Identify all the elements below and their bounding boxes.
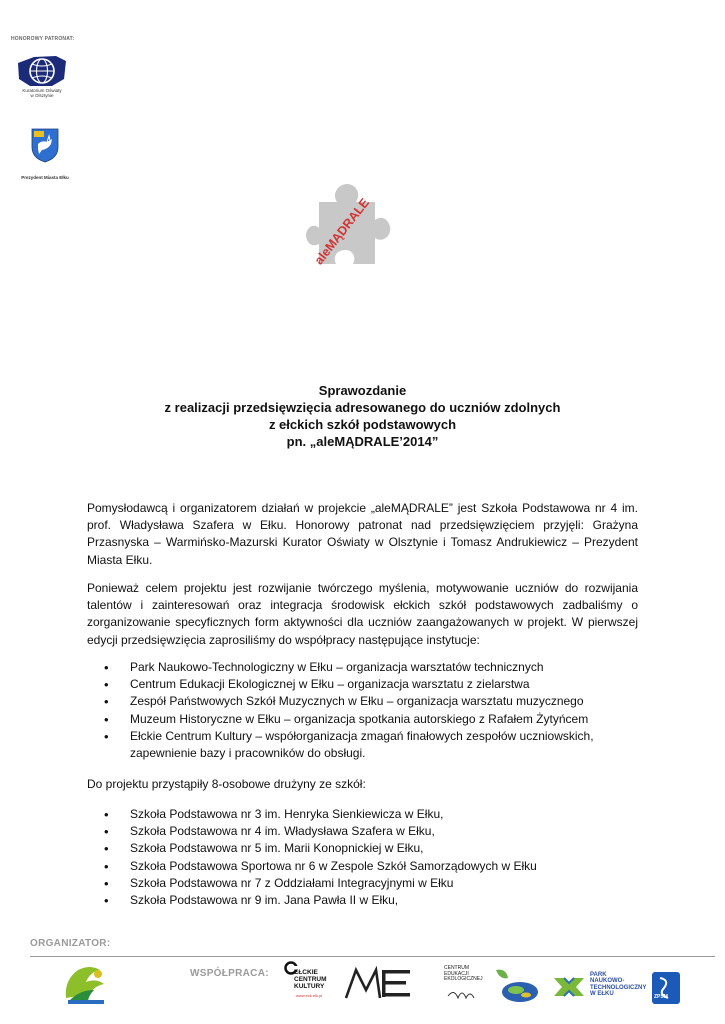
paragraph-teams-text: Do projektu przystąpiły 8-osobowe drużyny ze szkół: <box>87 777 366 791</box>
cee-text-2: EDUKACJI <box>444 970 469 977</box>
list-item: • Centrum Edukacji Ekologicznej w Ełku – organizacja warsztatu z zielarstwa <box>87 676 638 693</box>
pnt-text-2: NAUKOWO- <box>590 978 625 985</box>
patron-label: HONOROWY PATRONAT: <box>11 36 75 42</box>
list-item: • Szkoła Podstawowa nr 3 im. Henryka Sienkiewicza w Ełku, <box>87 806 638 823</box>
list-item: • Szkoła Podstawowa nr 4 im. Władysława Szafera w Ełku, <box>87 823 638 840</box>
list-item: • Muzeum Historyczne w Ełku – organizacja spotkania autorskiego z Rafałem Żytyńcem <box>87 711 638 728</box>
cee-text-3: EKOLOGICZNEJ <box>444 976 483 983</box>
pnt-logo <box>552 970 647 1006</box>
organizer-school-logo <box>60 960 112 1006</box>
paragraph-goals <box>87 580 638 649</box>
eck-text-1: EŁCKIE <box>294 969 318 976</box>
cee-logo <box>444 966 544 1006</box>
eck-text-3: KULTURY <box>294 982 325 990</box>
pnt-arrows-icon <box>552 970 586 1004</box>
cooperation-label: WSPÓŁPRACA: <box>190 968 269 979</box>
title-line-2: z realizacji przedsięwzięcia adresowanego do uczniów zdolnych <box>164 400 561 415</box>
elk-coat-of-arms <box>30 127 60 163</box>
kuratorium-caption-line2: w Olsztynie <box>30 93 54 99</box>
list-item: • Szkoła Podstawowa nr 7 z Oddziałami Integracyjnymi w Ełku <box>87 875 638 892</box>
footer-divider <box>30 956 715 957</box>
paragraph-teams <box>87 776 638 793</box>
paragraph-intro <box>87 500 638 569</box>
list-item: • Szkoła Podstawowa nr 5 im. Marii Konopnickiej w Ełku, <box>87 840 638 857</box>
title-line-1: Sprawozdanie <box>318 383 407 398</box>
title-line-3: z ełckich szkół podstawowych <box>268 417 457 432</box>
president-caption: Prezydent Miasta Ełku <box>21 175 69 180</box>
zpsm-text: ZPSM <box>654 994 668 1000</box>
alemadrale-puzzle-logo <box>305 182 391 266</box>
paragraph-goals-text: Ponieważ celem projektu jest rozwijanie twórczego myślenia, motywowanie uczniów do rozwijania talentów i zainteresowań oraz integracja środowisk ełckich szkół podstawowych zadbaliśmy o zorganizowanie specyficznych form aktywności dla uczniów zaangażowanych w projekt. W pierwszej edycji przedsięwzięcia zaprosiliśmy do współpracy następujące instytucje: <box>87 581 638 647</box>
pnt-text-1: PARK <box>590 972 607 978</box>
cee-text-1: CENTRUM <box>444 965 469 971</box>
eck-url: www.eck.elk.pl <box>296 993 323 998</box>
list-item: • Park Naukowo-Technologiczny w Ełku – organizacja warsztatów technicznych <box>87 659 638 676</box>
zpsm-logo <box>650 970 682 1006</box>
paragraph-intro-text: Pomysłodawcą i organizatorem działań w projekcie „aleMĄDRALE” jest Szkoła Podstawowa nr 4 im. prof. Władysława Szafera w Ełku. Honorowy patronat nad przedsięwzięciem przyjęli: Grażyna Przasnyska – Warmińsko-Mazurski Kurator Oświaty w Olsztynie i Tomasz Andrukiewicz – Prezydent Miasta Ełku. <box>87 501 638 567</box>
eck-logo <box>282 960 332 1004</box>
organizer-label: ORGANIZATOR: <box>30 938 111 949</box>
list-item: • Ełckie Centrum Kultury – współorganizacja zmagań finałowych zespołów uczniowskich, zapewnienie bazy i pracowników do obsługi. <box>87 728 638 762</box>
puzzle-logo-text: aleMĄDRALE <box>311 195 372 266</box>
list-item: • Zespół Państwowych Szkół Muzycznych w Ełku – organizacja warsztatu muzycznego <box>87 693 638 710</box>
cee-graphic <box>444 966 544 1006</box>
list-item: • Szkoła Podstawowa nr 9 im. Jana Pawła II w Ełku, <box>87 892 638 909</box>
institutions-list <box>87 659 638 762</box>
pnt-text-3: TECHNOLOGICZNY <box>590 984 647 991</box>
schools-list <box>87 806 638 909</box>
report-title <box>0 382 725 450</box>
pnt-text-4: W EŁKU <box>590 991 614 998</box>
kuratorium-caption-line1: Kuratorium Oświaty <box>22 88 62 93</box>
title-line-4: pn. „aleMĄDRALE’2014” <box>286 434 439 449</box>
kuratorium-caption <box>8 88 76 99</box>
eck-text-2: CENTRUM <box>294 975 327 983</box>
kuratorium-logo <box>16 53 68 89</box>
music-school-logo <box>344 966 412 1000</box>
list-item: • Szkoła Podstawowa Sportowa nr 6 w Zespole Szkół Samorządowych w Ełku <box>87 858 638 875</box>
